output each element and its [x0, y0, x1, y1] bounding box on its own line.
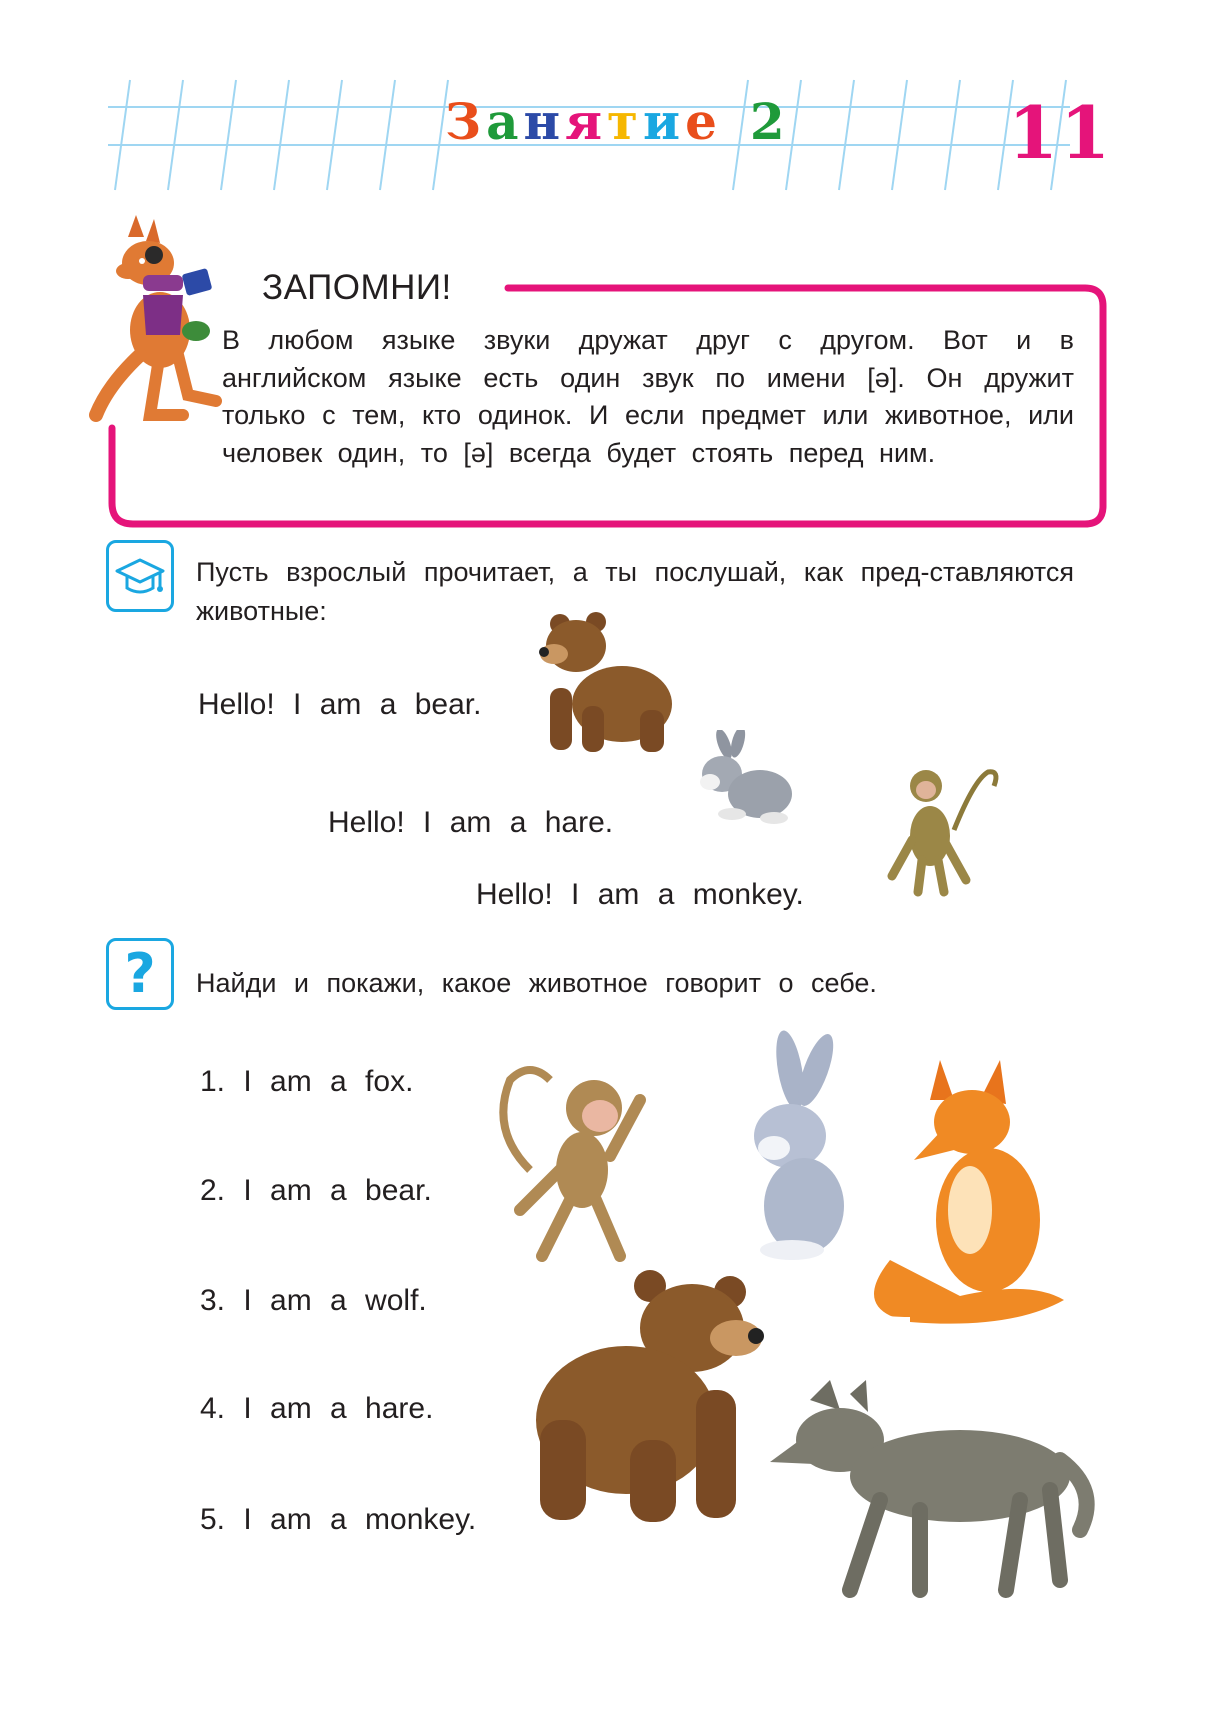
sentence-bear: Hello! I am a bear.	[198, 688, 482, 721]
lesson-title-letter: е	[685, 92, 722, 151]
remember-heading: ЗАПОМНИ!	[262, 268, 452, 307]
fox-illustration	[850, 1060, 1090, 1330]
lesson-title-letter: З	[445, 92, 487, 151]
remember-text: В любом языке звуки дружат друг с другом. Вот и в английском языке есть один звук по имени [ə]. Он дружит только с тем, кто одинок. И если предмет или животное, или человек один, то [ə] всегда будет стоять перед ним.	[222, 325, 1074, 468]
lesson-title-letter: я	[565, 92, 608, 151]
lesson-number: 2	[749, 92, 790, 151]
page-number: 11	[1008, 90, 1113, 175]
lesson-title-letter: т	[607, 92, 644, 151]
monkey-illustration	[490, 1060, 660, 1270]
lesson-title-letter: н	[523, 92, 566, 151]
graduation-cap-icon	[109, 543, 171, 609]
bear-illustration-small	[530, 610, 680, 760]
kangaroo-mascot-icon	[88, 215, 238, 430]
hare-illustration-small	[688, 730, 798, 830]
listen-exercise-icon-box	[106, 540, 174, 612]
find-instruction: Найди и покажи, какое животное говорит о себе.	[196, 968, 877, 998]
list-item: 2. I am a bear.	[200, 1174, 432, 1207]
listen-instruction: Пусть взрослый прочитает, а ты послушай, как пред-ставляются животные:	[196, 557, 1074, 626]
question-mark-icon: ?	[106, 938, 174, 1010]
bear-illustration	[530, 1270, 780, 1530]
list-item: 1. I am a fox.	[200, 1065, 414, 1098]
lesson-title-letter: а	[486, 92, 524, 151]
monkey-illustration-small	[884, 760, 1004, 900]
list-item: 4. I am a hare.	[200, 1392, 434, 1425]
sentence-monkey: Hello! I am a monkey.	[476, 878, 804, 911]
hare-illustration	[720, 1030, 870, 1270]
list-item: 3. I am a wolf.	[200, 1284, 427, 1317]
lesson-title-letter: и	[643, 92, 686, 151]
sentence-hare: Hello! I am a hare.	[328, 806, 614, 839]
list-item: 5. I am a monkey.	[200, 1503, 477, 1536]
wolf-illustration	[770, 1380, 1100, 1600]
